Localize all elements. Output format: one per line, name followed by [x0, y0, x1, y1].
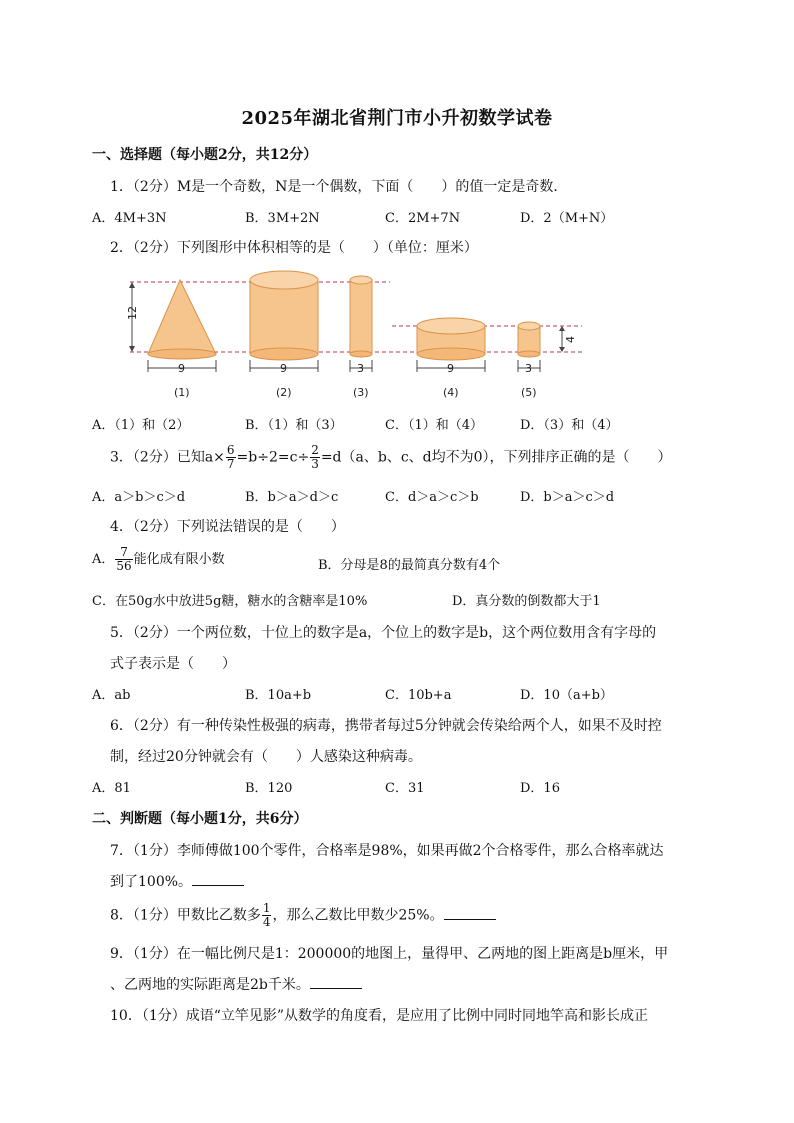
question-5-line-2: 式子表示是（ ）: [110, 656, 236, 672]
figure-label-4: (4): [443, 386, 459, 399]
q4-option-c: C．在50g水中放进5g糖，糖水的含糖率是10%: [92, 594, 368, 609]
question-7-line-2: 到了100%。: [110, 871, 244, 891]
question-6-line-2: 制，经过20分钟就会有（ ）人感染这种病毒。: [110, 749, 422, 765]
section-heading-choice: 一、选择题（每小题2分，共12分）: [92, 147, 318, 163]
q3-option-d: D．b＞a＞c＞d: [520, 490, 615, 505]
q3-option-a: A．a＞b＞c＞d: [92, 490, 186, 505]
question-10-line-1: 10．（1分）成语“立竿见影”从数学的角度看，是应用了比例中同时同地竿高和影长成正: [110, 1008, 649, 1024]
q6-option-a: A．81: [92, 781, 131, 796]
q1-option-d: D．2（M+N）: [520, 211, 614, 226]
q6-option-d: D．16: [520, 781, 560, 796]
arrow-head-icon: [559, 326, 565, 331]
dim-label-cone-9: 9: [178, 362, 185, 375]
q1-option-b: B．3M+2N: [245, 211, 320, 226]
dim-label-4: 4: [564, 336, 577, 343]
q2-option-d: D．（3）和（4）: [520, 418, 619, 433]
q4-option-b: B．分母是8的最简真分数有4个: [318, 558, 501, 573]
arrow-head-icon: [559, 347, 565, 352]
q3-option-c: C．d＞a＞c＞b: [385, 490, 479, 505]
q5-option-b: B．10a+b: [245, 688, 312, 703]
dim-label-12: 12: [126, 306, 139, 320]
cylinder-large: [250, 280, 318, 354]
q2-option-b: B．（1）和（3）: [245, 418, 343, 433]
cone-shape: [148, 280, 216, 354]
dim-label-cyl3-3: 3: [357, 362, 364, 375]
question-4: 4．（2分）下列说法错误的是（ ）: [110, 519, 345, 535]
fraction-6-7: $\frac{6}{7}$: [226, 443, 235, 471]
q1-option-a: A．4M+3N: [92, 211, 167, 226]
figure-label-3: (3): [353, 386, 369, 399]
q1-option-c: C．2M+7N: [385, 211, 461, 226]
dim-label-cyl4-9: 9: [447, 362, 454, 375]
answer-blank[interactable]: [444, 907, 496, 920]
q4-option-d: D．真分数的倒数都大于1: [452, 594, 601, 609]
figure-label-1: (1): [174, 386, 190, 399]
question-2: 2．（2分）下列图形中体积相等的是（ ）（单位：厘米）: [110, 240, 478, 256]
question-9-line-2: 、乙两地的实际距离是2b千米。: [110, 974, 362, 994]
q5-option-d: D．10（a+b）: [520, 688, 613, 703]
q2-option-c: C．（1）和（4）: [385, 418, 483, 433]
answer-blank[interactable]: [310, 976, 362, 989]
solids-figure: [112, 268, 590, 404]
arrow-head-icon: [129, 282, 135, 288]
question-1: 1．（2分）M是一个奇数，N是一个偶数，下面（ ）的值一定是奇数．: [110, 179, 568, 195]
q4-option-a: A． $\frac{7}{56}$ 能化成有限小数: [92, 545, 225, 573]
dim-label-cyl2-9: 9: [280, 362, 287, 375]
question-9-line-1: 9．（1分）在一幅比例尺是1：200000的地图上，量得甲、乙两地的图上距离是b厘米，甲: [110, 946, 669, 962]
page-title: 2025年湖北省荆门市小升初数学试卷: [241, 108, 553, 129]
solids-figure-svg: [112, 268, 590, 404]
cone-base: [148, 349, 216, 359]
arrow-head-icon: [129, 346, 135, 352]
cylinder-thin: [350, 280, 372, 354]
section-heading-judgement: 二、判断题（每小题1分，共6分）: [92, 811, 308, 827]
figure-label-2: (2): [276, 386, 292, 399]
fraction-1-4: $\frac{1}{4}$: [262, 901, 271, 929]
q6-option-c: C．31: [385, 781, 425, 796]
fraction-7-56: $\frac{7}{56}$: [116, 545, 132, 573]
question-6-line-1: 6．（2分）有一种传染性极强的病毒，携带者每过5分钟就会传染给两个人，如果不及时控: [110, 718, 662, 734]
question-3: 3．（2分）已知a× $\frac{6}{7}$ =b÷2=c÷ $\frac{2}{3}$ =d（a、b、c、d均不为0），下列排序正确的是（ ）: [110, 443, 672, 471]
fraction-2-3: $\frac{2}{3}$: [311, 443, 319, 471]
answer-blank[interactable]: [192, 873, 244, 886]
q2-option-a: A．（1）和（2）: [92, 418, 190, 433]
question-8: 8．（1分）甲数比乙数多 $\frac{1}{4}$ ，那么乙数比甲数少25%。: [110, 902, 496, 929]
q3-option-b: B．b＞a＞d＞c: [245, 490, 339, 505]
question-5-line-1: 5．（2分）一个两位数，十位上的数字是a，个位上的数字是b，这个两位数用含有字母的: [110, 625, 657, 641]
question-7-line-1: 7．（1分）李师傅做100个零件，合格率是98%，如果再做2个合格零件，那么合格率就达: [110, 843, 664, 859]
q5-option-c: C．10b+a: [385, 688, 452, 703]
q6-option-b: B．120: [245, 781, 293, 796]
dim-label-cyl5-3: 3: [525, 362, 532, 375]
figure-label-5: (5): [521, 386, 537, 399]
q5-option-a: A．ab: [92, 688, 131, 703]
